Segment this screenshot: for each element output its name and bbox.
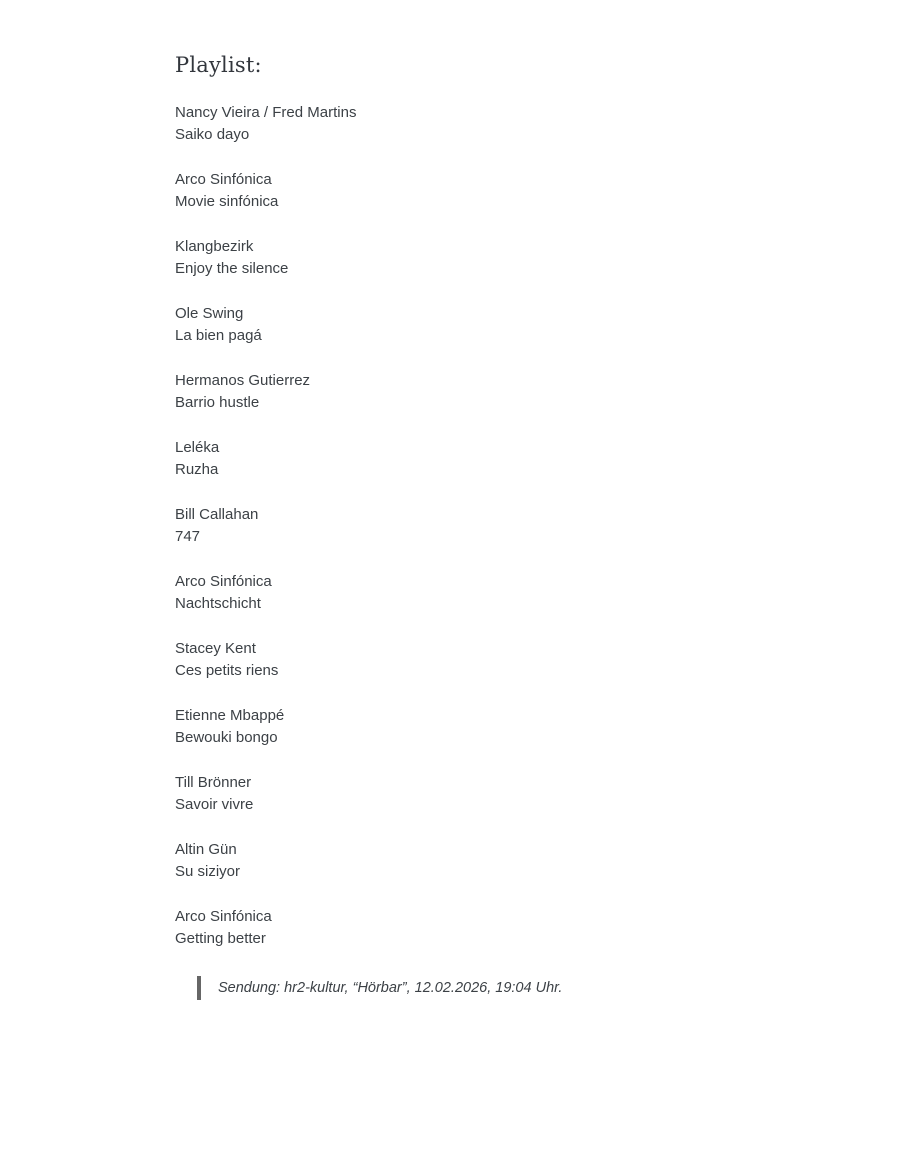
playlist-entry: [175, 839, 909, 883]
playlist-entry: [175, 303, 909, 347]
playlist-entry: [175, 906, 909, 950]
entry-artist: Hermanos Gutierrez: [175, 372, 311, 389]
citation: [197, 976, 909, 1000]
entry-artist: Ole Swing: [175, 305, 244, 322]
entry-artist: Stacey Kent: [175, 640, 256, 657]
entry-artist: Altin Gün: [175, 841, 237, 858]
playlist-entry: [175, 169, 909, 213]
citation-text: Sendung: hr2-kultur, “Hörbar”, 12.02.2026, 19:04 Uhr.: [218, 980, 563, 996]
entry-title: Savoir vivre: [175, 796, 254, 813]
entry-artist: Arco Sinfónica: [175, 908, 272, 925]
entry-title: Ruzha: [175, 461, 219, 478]
entry-title: Nachtschicht: [175, 595, 261, 612]
playlist-entry: [175, 705, 909, 749]
entry-artist: Arco Sinfónica: [175, 171, 272, 188]
playlist-entry: [175, 504, 909, 548]
entry-title: Getting better: [175, 930, 266, 947]
entry-title: Bewouki bongo: [175, 729, 278, 746]
entry-title: Saiko dayo: [175, 126, 250, 143]
page-title: Playlist:: [175, 53, 262, 77]
playlist-entry: [175, 638, 909, 682]
entry-title: Su siziyor: [175, 863, 241, 880]
entry-title: Movie sinfónica: [175, 193, 279, 210]
entry-title: La bien pagá: [175, 327, 262, 344]
playlist-entry: [175, 772, 909, 816]
entry-artist: Leléka: [175, 439, 220, 456]
entry-artist: Till Brönner: [175, 774, 252, 791]
entry-artist: Nancy Vieira / Fred Martins: [175, 104, 357, 121]
playlist-entries: [175, 102, 909, 950]
playlist-entry: [175, 571, 909, 615]
playlist-entry: [175, 102, 909, 146]
entry-title: 747: [175, 528, 201, 545]
entry-title: Barrio hustle: [175, 394, 260, 411]
entry-artist: Bill Callahan: [175, 506, 259, 523]
entry-artist: Klangbezirk: [175, 238, 254, 255]
entry-artist: Etienne Mbappé: [175, 707, 285, 724]
playlist-entry: [175, 437, 909, 481]
entry-title: Enjoy the silence: [175, 260, 289, 277]
entry-artist: Arco Sinfónica: [175, 573, 272, 590]
playlist-entry: [175, 236, 909, 280]
playlist-entry: [175, 370, 909, 414]
entry-title: Ces petits riens: [175, 662, 279, 679]
